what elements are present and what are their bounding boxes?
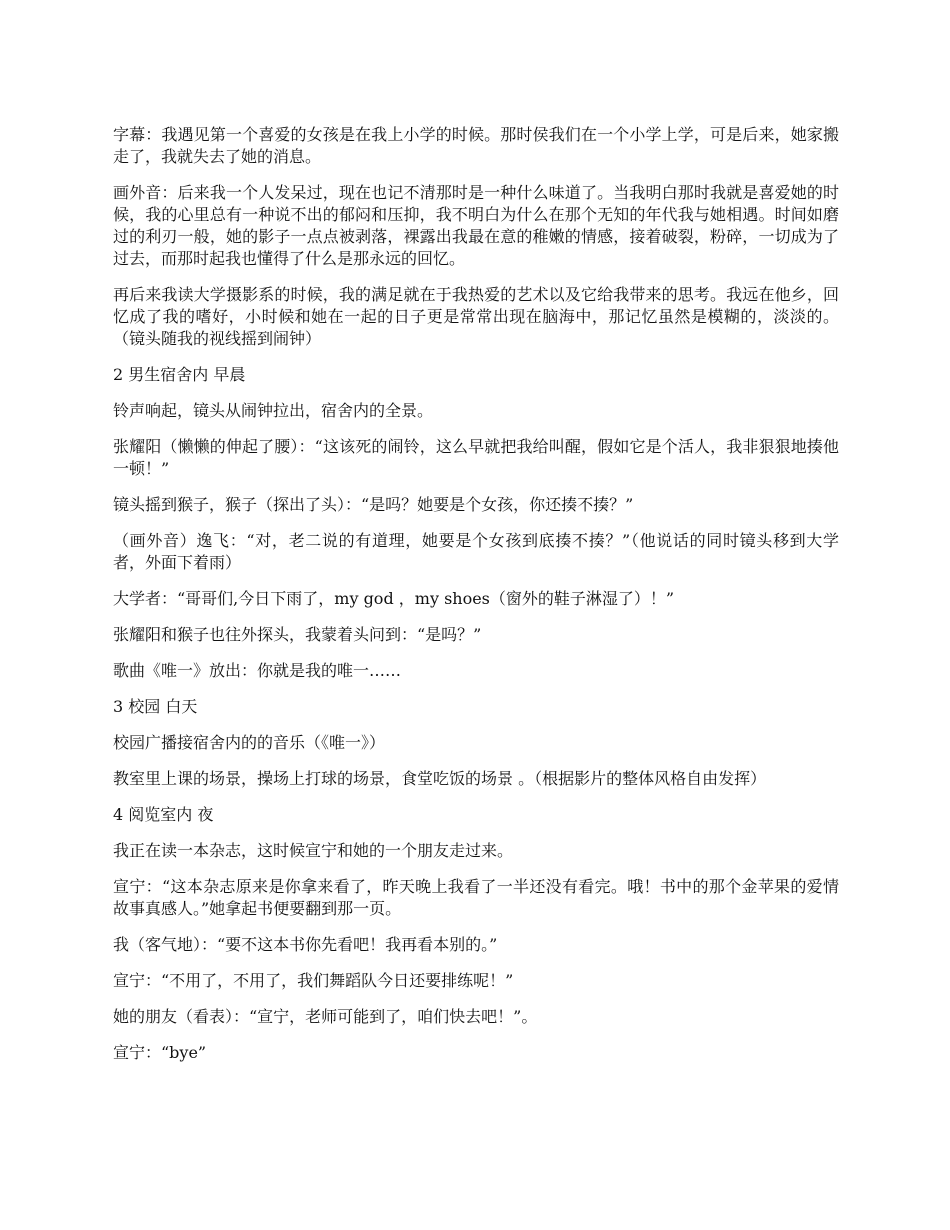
dialogue-yifei: （画外音）逸飞：“对，老二说的有道理，她要是个女孩到底揍不揍？”（他说话的同时镜头移到大学者，外面下着雨）: [113, 531, 839, 572]
paragraph-subtitle: 字幕：我遇见第一个喜爱的女孩是在我上小学的时候。那时侯我们在一个小学上学，可是后来，她家搬走了，我就失去了她的消息。: [113, 125, 839, 166]
dialogue-friend: 她的朋友（看表）：“宣宁，老师可能到了，咱们快去吧！”。: [113, 1007, 538, 1026]
dialogue-zhang: 张耀阳（懒懒的伸起了腰）：“这该死的闹铃，这么早就把我给叫醒，假如它是个活人，我非狠狠地揍他一顿！”: [113, 437, 839, 478]
paragraph-voiceover: 画外音：后来我一个人发呆过，现在也记不清那时是一种什么味道了。当我明白那时我就是喜爱她的时候，我的心里总有一种说不出的郁闷和压抑，我不明白为什么在那个无知的年代我与她相遇。时间如磨过的利刃一般，她的影子一点点被剥落，裸露出我最在意的稚嫩的情感，接着破裂，粉碎，一切成为了过去，而那时起我也懂得了什么是那永远的回忆。: [113, 183, 839, 268]
paragraph-broadcast: 校园广播接宿舍内的的音乐（《唯一》）: [113, 733, 386, 752]
dialogue-houzi: 镜头摇到猴子，猴子（探出了头）：“是吗？她要是个女孩，你还揍不揍？”: [113, 495, 634, 514]
paragraph-song: 歌曲《唯一》放出：你就是我的唯一……: [113, 661, 402, 680]
paragraph-campus-scenes: 教室里上课的场景，操场上打球的场景，食堂吃饭的场景 。（根据影片的整体风格自由发挥）: [113, 769, 767, 788]
paragraph-college: 再后来我读大学摄影系的时候，我的满足就在于我热爱的艺术以及它给我带来的思考。我远在他乡，回忆成了我的嗜好，小时候和她在一起的日子更是常常出现在脑海中，那记忆虽然是模糊的，淡淡的。（镜头随我的视线摇到闹钟）: [113, 285, 839, 348]
scene-heading-3: 3 校园 白天: [113, 697, 198, 716]
dialogue-me: 我（客气地）：“要不这本书你先看吧！我再看本别的。”: [113, 935, 498, 954]
dialogue-daxuezhe: 大学者：“哥哥们,今日下雨了，my god ，my shoes（窗外的鞋子淋湿了）！”: [113, 589, 675, 608]
paragraph-reading: 我正在读一本杂志，这时候宣宁和她的一个朋友走过来。: [113, 841, 514, 860]
paragraph-alarm: 铃声响起，镜头从闹钟拉出，宿舍内的全景。: [113, 401, 434, 420]
scene-heading-2: 2 男生宿舍内 早晨: [113, 365, 246, 384]
scene-heading-4: 4 阅览室内 夜: [113, 805, 214, 824]
dialogue-xuanning-1: 宣宁：“这本杂志原来是你拿来看了，昨天晚上我看了一半还没有看完。哦！书中的那个金苹果的爱情故事真感人。”她拿起书便要翻到那一页。: [113, 877, 839, 918]
paragraph-window: 张耀阳和猴子也往外探头，我蒙着头问到：“是吗？”: [113, 625, 482, 644]
dialogue-xuanning-3: 宣宁：“bye”: [113, 1043, 207, 1062]
document-page: [113, 124, 839, 1078]
dialogue-xuanning-2: 宣宁：“不用了，不用了，我们舞蹈队今日还要排练呢！”: [113, 971, 514, 990]
